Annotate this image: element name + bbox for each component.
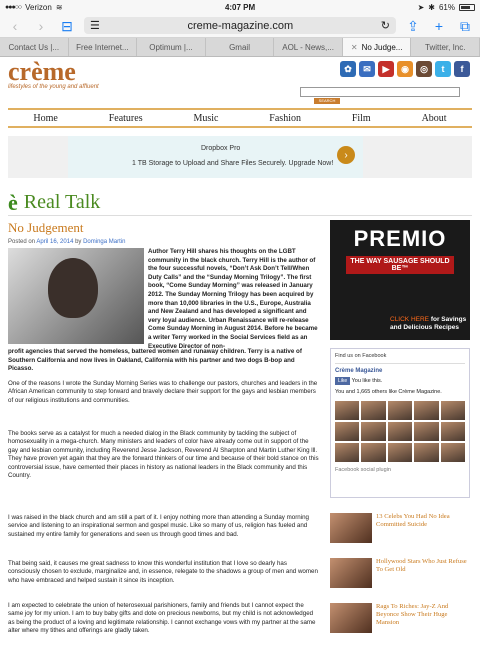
menu-item[interactable]: Film xyxy=(351,112,371,124)
youtube-icon[interactable]: ▶ xyxy=(378,61,394,77)
browser-tab[interactable]: Twitter, Inc. xyxy=(411,38,480,56)
article-title[interactable]: No Judgement xyxy=(8,220,84,235)
fb-face[interactable] xyxy=(388,401,412,420)
story-title[interactable]: Rags To Riches: Jay-Z And Beyonce Show Their Huge Mansion xyxy=(376,603,449,626)
tab-strip xyxy=(0,38,480,57)
article-paragraph: One of the reasons I wrote the Sunday Morning Series was to challenge our pastors, churches and leaders in the African American community to step forward and bravely declare their support for the gays and lesbian members of our religious institutions and communities. xyxy=(8,380,318,404)
fb-face[interactable] xyxy=(335,422,359,441)
rss-icon[interactable]: ◉ xyxy=(397,61,413,77)
premio-brand: PREMIO xyxy=(353,226,447,251)
story-title[interactable]: Hollywood Stars Who Just Refuse To Get Old xyxy=(376,558,467,573)
menu-item[interactable]: Music xyxy=(193,112,219,124)
article-intro: Author Terry Hill shares his thoughts on the LGBT community in the black church. Terry Hill is the author of the four successful novels, “Don’t Ask Don’t Tell/When Duty Calls” and the “Sunday Morning Trilogy”. The first book, “Come Sunday Morning” was released in January 2012. The Sunday Morning Trilogy has been acquired by more than 10,000 libraries in the U.S., Europe, Australia and New Zealand and has developed a significant and very loyal audience. Urban Renaissance will re-release Come Sunday Morning in August 2014. Before he became a writer Terry worked in the Social Services field as an Executive Director of non- xyxy=(148,248,318,350)
by-text: by xyxy=(75,239,82,245)
story-title[interactable]: 13 Celebs You Had No Idea Committed Suicide xyxy=(376,513,450,528)
section-header xyxy=(8,190,472,216)
premio-ad[interactable] xyxy=(330,220,470,340)
fb-face[interactable] xyxy=(361,422,385,441)
article-paragraph: I am expected to celebrate the union of heterosexual parishioners, family and friends but I cannot expect the same joy for my union. I am to buy baby gifts and dote on precious newborns, but my child is not acknowledged as being the product of a loving and legitimate relationship. I cannot exchange vows with my partner at the same alter where my tithes and offerings are gladly taken. xyxy=(8,602,316,635)
related-story[interactable] xyxy=(330,558,470,594)
article-paragraph: The books serve as a catalyst for much a needed dialog in the Black community by tackling the subject of homosexuality in a mega-church. Many ministers and leaders of color have already come out in support of the gay and lesbian community, including Reverend Jesse Jackson, Reverend Al Sharpton and Martin Luther King lll. They have proven yet again that they are the forward thinkers of our time and because of their bold stance on this controversial issue, have cemented their places in history as national leaders in the Black community and this Country. xyxy=(8,430,319,480)
browser-tab[interactable]: Contact Us |... xyxy=(0,38,69,56)
close-tab-icon[interactable]: ✕ xyxy=(350,42,358,52)
ad-subtitle: 1 TB Storage to Upload and Share Files Securely. Upgrade Now! xyxy=(132,160,334,167)
menu-item[interactable]: Home xyxy=(33,112,58,124)
fb-faces-grid xyxy=(335,401,465,462)
byline xyxy=(8,239,320,245)
url-text: creme-magazine.com xyxy=(187,19,294,32)
menu-item[interactable]: Features xyxy=(108,112,143,124)
fb-face[interactable] xyxy=(414,422,438,441)
new-tab-icon[interactable]: + xyxy=(434,17,444,34)
address-bar[interactable] xyxy=(84,17,396,34)
fb-header: Find us on Facebook xyxy=(335,353,465,364)
tabs-icon[interactable]: ⧉ xyxy=(460,17,470,34)
search-button[interactable]: SEARCH xyxy=(314,98,340,104)
instagram-icon[interactable]: ◎ xyxy=(416,61,432,77)
social-icons xyxy=(340,61,470,77)
site-tagline: lifestyles of the young and affluent xyxy=(8,84,99,90)
site-logo[interactable]: crème xyxy=(8,58,76,86)
fb-face[interactable] xyxy=(335,401,359,420)
location-icon: ➤ xyxy=(417,2,425,12)
related-story[interactable] xyxy=(330,603,470,639)
bookmarks-icon[interactable]: ⊟ xyxy=(61,17,73,34)
author-link[interactable]: Dominga Martin xyxy=(83,239,126,245)
battery-percent: 61% xyxy=(438,2,455,12)
menu-item[interactable]: About xyxy=(421,112,447,124)
carrier: Verizon xyxy=(25,2,52,12)
reload-icon[interactable]: ↻ xyxy=(380,20,390,32)
fb-face[interactable] xyxy=(388,422,412,441)
fb-face[interactable] xyxy=(441,401,465,420)
twitter-icon[interactable]: t xyxy=(435,61,451,77)
search-input[interactable] xyxy=(300,87,460,97)
browser-tab[interactable]: Free Internet... xyxy=(69,38,138,56)
main-menu xyxy=(8,108,472,128)
story-thumbnail[interactable] xyxy=(330,558,372,588)
fb-count-text: You and 1,665 others like Crème Magazine. xyxy=(335,389,442,395)
fb-face[interactable] xyxy=(335,443,359,462)
related-stories xyxy=(330,513,470,648)
battery-icon xyxy=(459,4,475,11)
article-paragraph: I was raised in the black church and am still a part of it. I enjoy nothing more than attending a Sunday morning service and listening to an inspirational sermon and gospel music. Like so many of us, religion has fueled and sustained my entire family for generations and seen us through good times and bad. xyxy=(8,514,309,538)
dropbox-ad[interactable] xyxy=(68,136,363,178)
fb-face[interactable] xyxy=(361,443,385,462)
fb-face[interactable] xyxy=(361,401,385,420)
author-photo xyxy=(8,248,144,344)
arrow-right-icon[interactable]: › xyxy=(337,146,355,164)
browser-tab[interactable]: AOL - News,... xyxy=(274,38,343,56)
flickr-icon[interactable]: ✿ xyxy=(340,61,356,77)
facebook-icon[interactable]: f xyxy=(454,61,470,77)
section-logo-icon: è xyxy=(8,189,18,215)
email-icon[interactable]: ✉ xyxy=(359,61,375,77)
related-story[interactable] xyxy=(330,513,470,549)
ad-title: Dropbox Pro xyxy=(201,145,241,152)
facebook-widget xyxy=(330,348,470,498)
fb-face[interactable] xyxy=(414,443,438,462)
ad-banner xyxy=(8,136,472,178)
story-thumbnail[interactable] xyxy=(330,513,372,543)
share-icon[interactable]: ⇪ xyxy=(407,17,419,34)
status-bar xyxy=(0,0,480,14)
browser-tab[interactable]: Optimum |... xyxy=(137,38,206,56)
article xyxy=(8,220,320,635)
browser-toolbar xyxy=(0,14,480,38)
fb-liked-text: You like this. xyxy=(351,378,383,384)
sidebar xyxy=(330,220,470,498)
back-icon[interactable]: ‹ xyxy=(12,17,18,34)
forward-icon[interactable]: › xyxy=(38,17,44,34)
fb-face[interactable] xyxy=(441,422,465,441)
fb-page-name[interactable]: Crème Magazine xyxy=(335,368,383,374)
bluetooth-icon: ✱ xyxy=(428,2,435,12)
fb-face[interactable] xyxy=(388,443,412,462)
fb-face[interactable] xyxy=(414,401,438,420)
reader-icon[interactable]: ☰ xyxy=(90,20,100,32)
article-intro-continued: profit agencies that served the homeless, battered women and runaway children. Terry is a native of Southern California and now lives in Oakland, California with his partner and two dogs B-bop and Picasso. xyxy=(8,348,302,373)
wifi-icon: ≋ xyxy=(55,2,63,12)
menu-item[interactable]: Fashion xyxy=(269,112,301,124)
premio-tagline: THE WAY SAUSAGE SHOULD BE™ xyxy=(346,256,454,274)
browser-tab[interactable]: ✕ No Judge... xyxy=(343,38,412,56)
fb-plugin-text: Facebook social plugin xyxy=(335,467,391,473)
fb-face[interactable] xyxy=(441,443,465,462)
story-thumbnail[interactable] xyxy=(330,603,372,633)
masthead xyxy=(0,58,480,104)
clock: 4:07 PM xyxy=(224,2,256,12)
article-paragraph: That being said, it causes me great sadness to know this wonderful institution that I love so dearly has consciously chosen to exclude, marginalize and, in essence, relegate to the shadows a group of men and women who have embraced and helped sustain it since its inception. xyxy=(8,560,318,584)
post-date[interactable]: April 16, 2014 xyxy=(36,239,74,245)
section-title: Real Talk xyxy=(23,191,101,213)
posted-prefix: Posted on xyxy=(8,239,36,245)
fb-like-button[interactable]: Like xyxy=(335,377,350,385)
premio-cta[interactable]: CLICK HERE for Savings and Delicious Recipes xyxy=(390,316,467,331)
browser-tab[interactable]: Gmail xyxy=(206,38,275,56)
signal-icon: ●●●○○ xyxy=(5,3,22,11)
